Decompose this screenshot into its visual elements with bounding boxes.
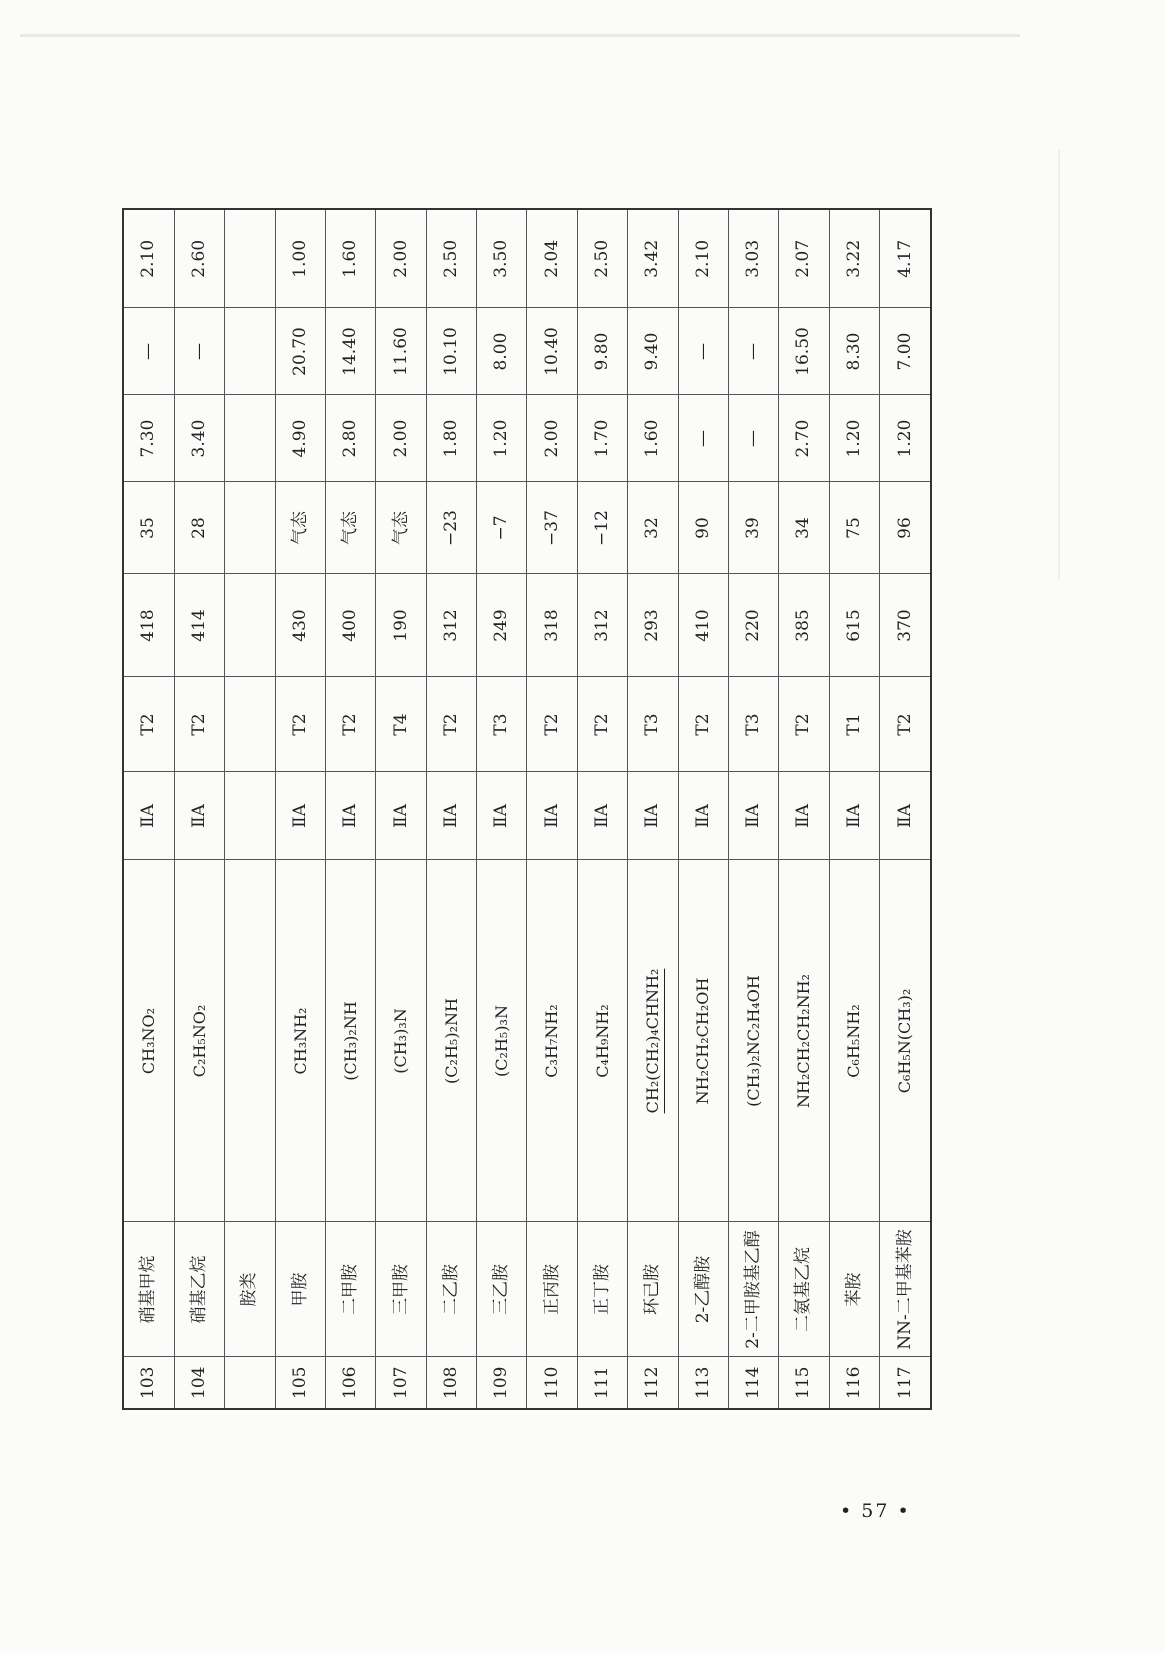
equipment-category xyxy=(225,772,275,860)
row-number: 116 xyxy=(829,1357,879,1409)
temperature-class: T2 xyxy=(123,677,174,772)
row-number: 109 xyxy=(477,1357,527,1409)
upper-explosive-limit: 14.40 xyxy=(325,308,375,395)
equipment-category: ⅡA xyxy=(779,772,829,860)
temperature-class: T2 xyxy=(879,677,931,772)
temperature-class: T2 xyxy=(577,677,627,772)
flash-point: 28 xyxy=(174,482,224,574)
table-row xyxy=(678,209,728,1409)
vapor-density: 3.03 xyxy=(728,209,778,308)
vapor-density: 3.42 xyxy=(628,209,678,308)
gas-properties-table xyxy=(122,208,932,1410)
table-body xyxy=(123,209,931,1409)
lower-explosive-limit: 1.20 xyxy=(477,395,527,482)
upper-explosive-limit xyxy=(225,308,275,395)
flash-point: 32 xyxy=(628,482,678,574)
vapor-density xyxy=(225,209,275,308)
flash-point: 90 xyxy=(678,482,728,574)
table-row xyxy=(527,209,577,1409)
table-row xyxy=(879,209,931,1409)
chemical-formula: C₆H₅N(CH₃)₂ xyxy=(879,860,931,1222)
rotated-table-container xyxy=(122,210,932,1410)
ignition-temperature: 615 xyxy=(829,574,879,677)
table-row xyxy=(779,209,829,1409)
upper-explosive-limit: — xyxy=(678,308,728,395)
lower-explosive-limit: 3.40 xyxy=(174,395,224,482)
equipment-category: ⅡA xyxy=(426,772,476,860)
chemical-formula: C₂H₅NO₂ xyxy=(174,860,224,1222)
row-number: 114 xyxy=(728,1357,778,1409)
lower-explosive-limit: 2.00 xyxy=(376,395,426,482)
ignition-temperature: 312 xyxy=(577,574,627,677)
chemical-formula: C₄H₉NH₂ xyxy=(577,860,627,1222)
row-number: 113 xyxy=(678,1357,728,1409)
row-number: 115 xyxy=(779,1357,829,1409)
substance-name: 胺类 xyxy=(225,1222,275,1357)
ignition-temperature: 400 xyxy=(325,574,375,677)
temperature-class: T2 xyxy=(678,677,728,772)
flash-point: 气态 xyxy=(275,482,325,574)
substance-name: 2-二甲胺基乙醇 xyxy=(728,1222,778,1357)
equipment-category: ⅡA xyxy=(123,772,174,860)
substance-name: 硝基乙烷 xyxy=(174,1222,224,1357)
page-number: • 57 • xyxy=(840,1500,911,1522)
vapor-density: 2.07 xyxy=(779,209,829,308)
table-row xyxy=(728,209,778,1409)
flash-point: 34 xyxy=(779,482,829,574)
upper-explosive-limit: — xyxy=(174,308,224,395)
equipment-category: ⅡA xyxy=(577,772,627,860)
equipment-category: ⅡA xyxy=(527,772,577,860)
table-row xyxy=(275,209,325,1409)
ignition-temperature: 430 xyxy=(275,574,325,677)
flash-point: −23 xyxy=(426,482,476,574)
equipment-category: ⅡA xyxy=(174,772,224,860)
equipment-category: ⅡA xyxy=(325,772,375,860)
upper-explosive-limit: — xyxy=(123,308,174,395)
equipment-category: ⅡA xyxy=(829,772,879,860)
lower-explosive-limit: 2.80 xyxy=(325,395,375,482)
lower-explosive-limit: — xyxy=(678,395,728,482)
table-row xyxy=(325,209,375,1409)
chemical-formula: (C₂H₅)₂NH xyxy=(426,860,476,1222)
vapor-density: 2.10 xyxy=(678,209,728,308)
temperature-class: T3 xyxy=(477,677,527,772)
equipment-category: ⅡA xyxy=(628,772,678,860)
flash-point xyxy=(225,482,275,574)
flash-point: −7 xyxy=(477,482,527,574)
substance-name: 硝基甲烷 xyxy=(123,1222,174,1357)
flash-point: −12 xyxy=(577,482,627,574)
temperature-class: T1 xyxy=(829,677,879,772)
table-row xyxy=(577,209,627,1409)
upper-explosive-limit: 8.00 xyxy=(477,308,527,395)
row-number: 117 xyxy=(879,1357,931,1409)
vapor-density: 2.00 xyxy=(376,209,426,308)
equipment-category: ⅡA xyxy=(678,772,728,860)
table-row xyxy=(174,209,224,1409)
lower-explosive-limit: 1.20 xyxy=(879,395,931,482)
temperature-class: T3 xyxy=(728,677,778,772)
flash-point: 96 xyxy=(879,482,931,574)
chemical-formula: (CH₃)₃N xyxy=(376,860,426,1222)
equipment-category: ⅡA xyxy=(728,772,778,860)
lower-explosive-limit: 1.20 xyxy=(829,395,879,482)
substance-name: 甲胺 xyxy=(275,1222,325,1357)
chemical-formula: NH₂CH₂CH₂NH₂ xyxy=(779,860,829,1222)
substance-name: 正丁胺 xyxy=(577,1222,627,1357)
lower-explosive-limit: 2.00 xyxy=(527,395,577,482)
substance-name: 二甲胺 xyxy=(325,1222,375,1357)
table-row xyxy=(829,209,879,1409)
temperature-class: T2 xyxy=(779,677,829,772)
scan-artifact-right xyxy=(1058,150,1060,580)
ignition-temperature: 312 xyxy=(426,574,476,677)
upper-explosive-limit: 10.10 xyxy=(426,308,476,395)
substance-name: NN-二甲基苯胺 xyxy=(879,1222,931,1357)
vapor-density: 2.04 xyxy=(527,209,577,308)
lower-explosive-limit: 4.90 xyxy=(275,395,325,482)
ignition-temperature: 293 xyxy=(628,574,678,677)
row-number: 107 xyxy=(376,1357,426,1409)
row-number: 112 xyxy=(628,1357,678,1409)
chemical-formula: (CH₃)₂NH xyxy=(325,860,375,1222)
lower-explosive-limit: 1.80 xyxy=(426,395,476,482)
substance-name: 苯胺 xyxy=(829,1222,879,1357)
scan-artifact-top xyxy=(20,34,1020,37)
row-number: 106 xyxy=(325,1357,375,1409)
table-row xyxy=(376,209,426,1409)
equipment-category: ⅡA xyxy=(879,772,931,860)
equipment-category: ⅡA xyxy=(376,772,426,860)
temperature-class: T2 xyxy=(426,677,476,772)
lower-explosive-limit: 1.70 xyxy=(577,395,627,482)
substance-name: 正丙胺 xyxy=(527,1222,577,1357)
row-number: 103 xyxy=(123,1357,174,1409)
substance-name: 二氨基乙烷 xyxy=(779,1222,829,1357)
table-row xyxy=(225,209,275,1409)
vapor-density: 1.60 xyxy=(325,209,375,308)
lower-explosive-limit: 2.70 xyxy=(779,395,829,482)
lower-explosive-limit: 1.60 xyxy=(628,395,678,482)
substance-name: 环己胺 xyxy=(628,1222,678,1357)
chemical-formula: CH₂(CH₂)₄CHNH₂ xyxy=(628,860,678,1222)
flash-point: −37 xyxy=(527,482,577,574)
upper-explosive-limit: 7.00 xyxy=(879,308,931,395)
chemical-formula: C₆H₅NH₂ xyxy=(829,860,879,1222)
substance-name: 三甲胺 xyxy=(376,1222,426,1357)
flash-point: 气态 xyxy=(325,482,375,574)
substance-name: 三乙胺 xyxy=(477,1222,527,1357)
table-row xyxy=(477,209,527,1409)
lower-explosive-limit: 7.30 xyxy=(123,395,174,482)
flash-point: 75 xyxy=(829,482,879,574)
flash-point: 气态 xyxy=(376,482,426,574)
upper-explosive-limit: 9.80 xyxy=(577,308,627,395)
ignition-temperature: 410 xyxy=(678,574,728,677)
substance-name: 二乙胺 xyxy=(426,1222,476,1357)
upper-explosive-limit: 8.30 xyxy=(829,308,879,395)
upper-explosive-limit: 11.60 xyxy=(376,308,426,395)
ignition-temperature: 249 xyxy=(477,574,527,677)
substance-name: 2-乙醇胺 xyxy=(678,1222,728,1357)
ignition-temperature: 414 xyxy=(174,574,224,677)
lower-explosive-limit: — xyxy=(728,395,778,482)
temperature-class xyxy=(225,677,275,772)
upper-explosive-limit: 20.70 xyxy=(275,308,325,395)
vapor-density: 1.00 xyxy=(275,209,325,308)
vapor-density: 3.22 xyxy=(829,209,879,308)
chemical-formula: CH₃NH₂ xyxy=(275,860,325,1222)
row-number: 110 xyxy=(527,1357,577,1409)
row-number: 104 xyxy=(174,1357,224,1409)
chemical-formula: (CH₃)₂NC₂H₄OH xyxy=(728,860,778,1222)
flash-point: 39 xyxy=(728,482,778,574)
table-row xyxy=(426,209,476,1409)
chemical-formula: NH₂CH₂CH₂OH xyxy=(678,860,728,1222)
upper-explosive-limit: — xyxy=(728,308,778,395)
vapor-density: 2.50 xyxy=(426,209,476,308)
vapor-density: 3.50 xyxy=(477,209,527,308)
row-number xyxy=(225,1357,275,1409)
table-row xyxy=(123,209,174,1409)
vapor-density: 4.17 xyxy=(879,209,931,308)
ignition-temperature: 370 xyxy=(879,574,931,677)
vapor-density: 2.10 xyxy=(123,209,174,308)
table-row xyxy=(628,209,678,1409)
temperature-class: T2 xyxy=(174,677,224,772)
temperature-class: T2 xyxy=(275,677,325,772)
lower-explosive-limit xyxy=(225,395,275,482)
equipment-category: ⅡA xyxy=(477,772,527,860)
equipment-category: ⅡA xyxy=(275,772,325,860)
flash-point: 35 xyxy=(123,482,174,574)
ignition-temperature: 220 xyxy=(728,574,778,677)
ignition-temperature: 190 xyxy=(376,574,426,677)
temperature-class: T4 xyxy=(376,677,426,772)
ignition-temperature xyxy=(225,574,275,677)
row-number: 105 xyxy=(275,1357,325,1409)
vapor-density: 2.50 xyxy=(577,209,627,308)
upper-explosive-limit: 16.50 xyxy=(779,308,829,395)
ignition-temperature: 318 xyxy=(527,574,577,677)
row-number: 108 xyxy=(426,1357,476,1409)
ignition-temperature: 418 xyxy=(123,574,174,677)
chemical-formula: CH₃NO₂ xyxy=(123,860,174,1222)
ignition-temperature: 385 xyxy=(779,574,829,677)
upper-explosive-limit: 10.40 xyxy=(527,308,577,395)
temperature-class: T3 xyxy=(628,677,678,772)
row-number: 111 xyxy=(577,1357,627,1409)
chemical-formula xyxy=(225,860,275,1222)
temperature-class: T2 xyxy=(325,677,375,772)
chemical-formula: (C₂H₅)₃N xyxy=(477,860,527,1222)
chemical-formula: C₃H₇NH₂ xyxy=(527,860,577,1222)
vapor-density: 2.60 xyxy=(174,209,224,308)
upper-explosive-limit: 9.40 xyxy=(628,308,678,395)
temperature-class: T2 xyxy=(527,677,577,772)
